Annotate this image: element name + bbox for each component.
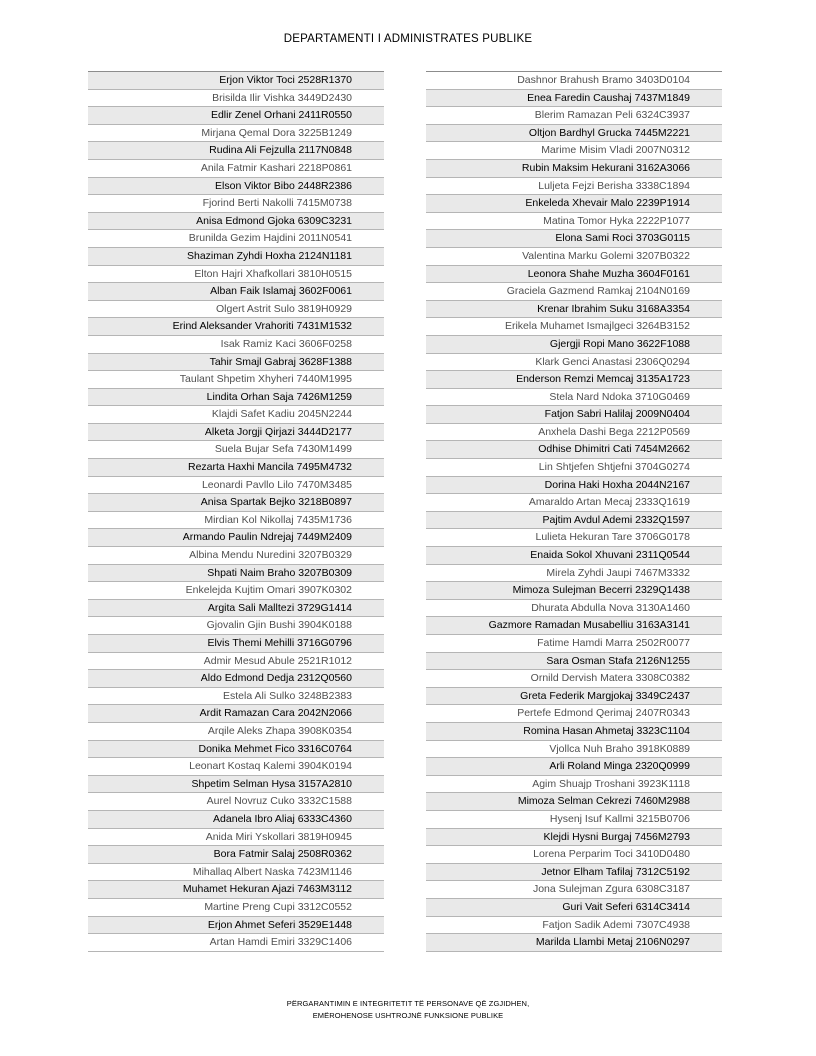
list-item: Anxhela Dashi Bega 2212P0569 <box>426 424 722 442</box>
list-item: Anila Fatmir Kashari 2218P0861 <box>88 160 384 178</box>
list-item: Anisa Spartak Bejko 3218B0897 <box>88 494 384 512</box>
list-item: Enkelejda Kujtim Omari 3907K0302 <box>88 582 384 600</box>
list-item: Lin Shtjefen Shtjefni 3704G0274 <box>426 459 722 477</box>
list-item: Dhurata Abdulla Nova 3130A1460 <box>426 600 722 618</box>
list-item: Anisa Edmond Gjoka 6309C3231 <box>88 213 384 231</box>
list-item: Elson Viktor Bibo 2448R2386 <box>88 178 384 196</box>
list-item: Elvis Themi Mehilli 3716G0796 <box>88 635 384 653</box>
list-item: Edlir Zenel Orhani 2411R0550 <box>88 107 384 125</box>
page-title: DEPARTAMENTI I ADMINISTRATES PUBLIKE <box>283 33 533 45</box>
list-item: Vjollca Nuh Braho 3918K0889 <box>426 741 722 759</box>
list-item: Elton Hajri Xhafkollari 3810H0515 <box>88 266 384 284</box>
list-item: Enaida Sokol Xhuvani 2311Q0544 <box>426 547 722 565</box>
list-item: Erikela Muhamet Ismajlgeci 3264B3152 <box>426 318 722 336</box>
list-item: Graciela Gazmend Ramkaj 2104N0169 <box>426 283 722 301</box>
list-item: Aldo Edmond Dedja 2312Q0560 <box>88 670 384 688</box>
list-item: Rubin Maksim Hekurani 3162A3066 <box>426 160 722 178</box>
list-item: Ardit Ramazan Cara 2042N2066 <box>88 705 384 723</box>
footer-line-2: EMËROHENOSE USHTROJNË FUNKSIONE PUBLIKE <box>312 1011 504 1020</box>
list-item: Taulant Shpetim Xhyheri 7440M1995 <box>88 371 384 389</box>
list-item: Fatjon Sabri Halilaj 2009N0404 <box>426 406 722 424</box>
list-item: Jetnor Elham Tafilaj 7312C5192 <box>426 864 722 882</box>
list-item: Lindita Orhan Saja 7426M1259 <box>88 389 384 407</box>
list-item: Brunilda Gezim Hajdini 2011N0541 <box>88 230 384 248</box>
list-item: Dashnor Brahush Bramo 3403D0104 <box>426 72 722 90</box>
list-item: Greta Federik Margjokaj 3349C2437 <box>426 688 722 706</box>
list-item: Klajdi Safet Kadiu 2045N2244 <box>88 406 384 424</box>
list-item: Erjon Ahmet Seferi 3529E1448 <box>88 917 384 935</box>
list-item: Gjergji Ropi Mano 3622F1088 <box>426 336 722 354</box>
list-item: Mirjana Qemal Dora 3225B1249 <box>88 125 384 143</box>
list-item: Mimoza Sulejman Becerri 2329Q1438 <box>426 582 722 600</box>
list-item: Martine Preng Cupi 3312C0552 <box>88 899 384 917</box>
list-item: Erjon Viktor Toci 2528R1370 <box>88 72 384 90</box>
list-item: Enkeleda Xhevair Malo 2239P1914 <box>426 195 722 213</box>
list-item: Lulieta Hekuran Tare 3706G0178 <box>426 529 722 547</box>
list-item: Odhise Dhimitri Cati 7454M2662 <box>426 441 722 459</box>
list-item: Fatjon Sadik Ademi 7307C4938 <box>426 917 722 935</box>
page-footer <box>0 998 816 1022</box>
right-name-list <box>426 71 722 952</box>
list-item: Admir Mesud Abule 2521R1012 <box>88 653 384 671</box>
list-item: Krenar Ibrahim Suku 3168A3354 <box>426 301 722 319</box>
list-item: Klark Genci Anastasi 2306Q0294 <box>426 354 722 372</box>
list-item: Olgert Astrit Sulo 3819H0929 <box>88 301 384 319</box>
list-item: Donika Mehmet Fico 3316C0764 <box>88 741 384 759</box>
list-item: Shaziman Zyhdi Hoxha 2124N1181 <box>88 248 384 266</box>
list-item: Oltjon Bardhyl Grucka 7445M2221 <box>426 125 722 143</box>
list-item: Enea Faredin Caushaj 7437M1849 <box>426 90 722 108</box>
list-item: Mimoza Selman Cekrezi 7460M2988 <box>426 793 722 811</box>
list-item: Leonart Kostaq Kalemi 3904K0194 <box>88 758 384 776</box>
list-item: Ornild Dervish Matera 3308C0382 <box>426 670 722 688</box>
list-item: Leonardi Pavllo Lilo 7470M3485 <box>88 477 384 495</box>
list-item: Estela Ali Sulko 3248B2383 <box>88 688 384 706</box>
list-item: Bora Fatmir Salaj 2508R0362 <box>88 846 384 864</box>
left-name-list <box>88 71 384 952</box>
list-item: Leonora Shahe Muzha 3604F0161 <box>426 266 722 284</box>
list-item: Sara Osman Stafa 2126N1255 <box>426 653 722 671</box>
list-item: Erind Aleksander Vrahoriti 7431M1532 <box>88 318 384 336</box>
list-item: Amaraldo Artan Mecaj 2333Q1619 <box>426 494 722 512</box>
list-item: Rudina Ali Fejzulla 2117N0848 <box>88 142 384 160</box>
list-item: Arli Roland Minga 2320Q0999 <box>426 758 722 776</box>
list-item: Armando Paulin Ndrejaj 7449M2409 <box>88 529 384 547</box>
list-item: Klejdi Hysni Burgaj 7456M2793 <box>426 829 722 847</box>
list-item: Adanela Ibro Aliaj 6333C4360 <box>88 811 384 829</box>
list-item: Marime Misim Vladi 2007N0312 <box>426 142 722 160</box>
list-item: Rezarta Haxhi Mancila 7495M4732 <box>88 459 384 477</box>
list-item: Shpetim Selman Hysa 3157A2810 <box>88 776 384 794</box>
list-item: Albina Mendu Nuredini 3207B0329 <box>88 547 384 565</box>
list-item: Enderson Remzi Memcaj 3135A1723 <box>426 371 722 389</box>
list-item: Arqile Aleks Zhapa 3908K0354 <box>88 723 384 741</box>
list-item: Pertefe Edmond Qerimaj 2407R0343 <box>426 705 722 723</box>
list-item: Matina Tomor Hyka 2222P1077 <box>426 213 722 231</box>
list-item: Marilda Llambi Metaj 2106N0297 <box>426 934 722 952</box>
list-item: Elona Sami Roci 3703G0115 <box>426 230 722 248</box>
list-item: Dorina Haki Hoxha 2044N2167 <box>426 477 722 495</box>
list-item: Gazmore Ramadan Musabelliu 3163A3141 <box>426 617 722 635</box>
list-item: Mirela Zyhdi Jaupi 7467M3332 <box>426 565 722 583</box>
list-item: Guri Vait Seferi 6314C3414 <box>426 899 722 917</box>
list-item: Mihallaq Albert Naska 7423M1146 <box>88 864 384 882</box>
list-item: Agim Shuajp Troshani 3923K1118 <box>426 776 722 794</box>
list-item: Luljeta Fejzi Berisha 3338C1894 <box>426 178 722 196</box>
list-item: Alketa Jorgji Qirjazi 3444D2177 <box>88 424 384 442</box>
list-item: Alban Faik Islamaj 3602F0061 <box>88 283 384 301</box>
list-item: Argita Sali Malltezi 3729G1414 <box>88 600 384 618</box>
list-item: Brisilda Ilir Vishka 3449D2430 <box>88 90 384 108</box>
list-item: Romina Hasan Ahmetaj 3323C1104 <box>426 723 722 741</box>
list-item: Aurel Novruz Cuko 3332C1588 <box>88 793 384 811</box>
list-item: Shpati Naim Braho 3207B0309 <box>88 565 384 583</box>
footer-line-1: PËRGARANTIMIN E INTEGRITETIT TË PERSONAVE QË ZGJIDHEN, <box>286 999 530 1008</box>
list-item: Gjovalin Gjin Bushi 3904K0188 <box>88 617 384 635</box>
list-item: Muhamet Hekuran Ajazi 7463M3112 <box>88 881 384 899</box>
list-item: Hysenj Isuf Kallmi 3215B0706 <box>426 811 722 829</box>
list-item: Anida Miri Yskollari 3819H0945 <box>88 829 384 847</box>
list-item: Lorena Perparim Toci 3410D0480 <box>426 846 722 864</box>
list-item: Jona Sulejman Zgura 6308C3187 <box>426 881 722 899</box>
list-item: Blerim Ramazan Peli 6324C3937 <box>426 107 722 125</box>
list-item: Mirdian Kol Nikollaj 7435M1736 <box>88 512 384 530</box>
list-item: Fjorind Berti Nakolli 7415M0738 <box>88 195 384 213</box>
list-item: Tahir Smajl Gabraj 3628F1388 <box>88 354 384 372</box>
list-item: Stela Nard Ndoka 3710G0469 <box>426 389 722 407</box>
list-item: Suela Bujar Sefa 7430M1499 <box>88 441 384 459</box>
list-item: Valentina Marku Golemi 3207B0322 <box>426 248 722 266</box>
list-item: Artan Hamdi Emiri 3329C1406 <box>88 934 384 952</box>
list-item: Fatime Hamdi Marra 2502R0077 <box>426 635 722 653</box>
list-item: Pajtim Avdul Ademi 2332Q1597 <box>426 512 722 530</box>
list-item: Isak Ramiz Kaci 3606F0258 <box>88 336 384 354</box>
